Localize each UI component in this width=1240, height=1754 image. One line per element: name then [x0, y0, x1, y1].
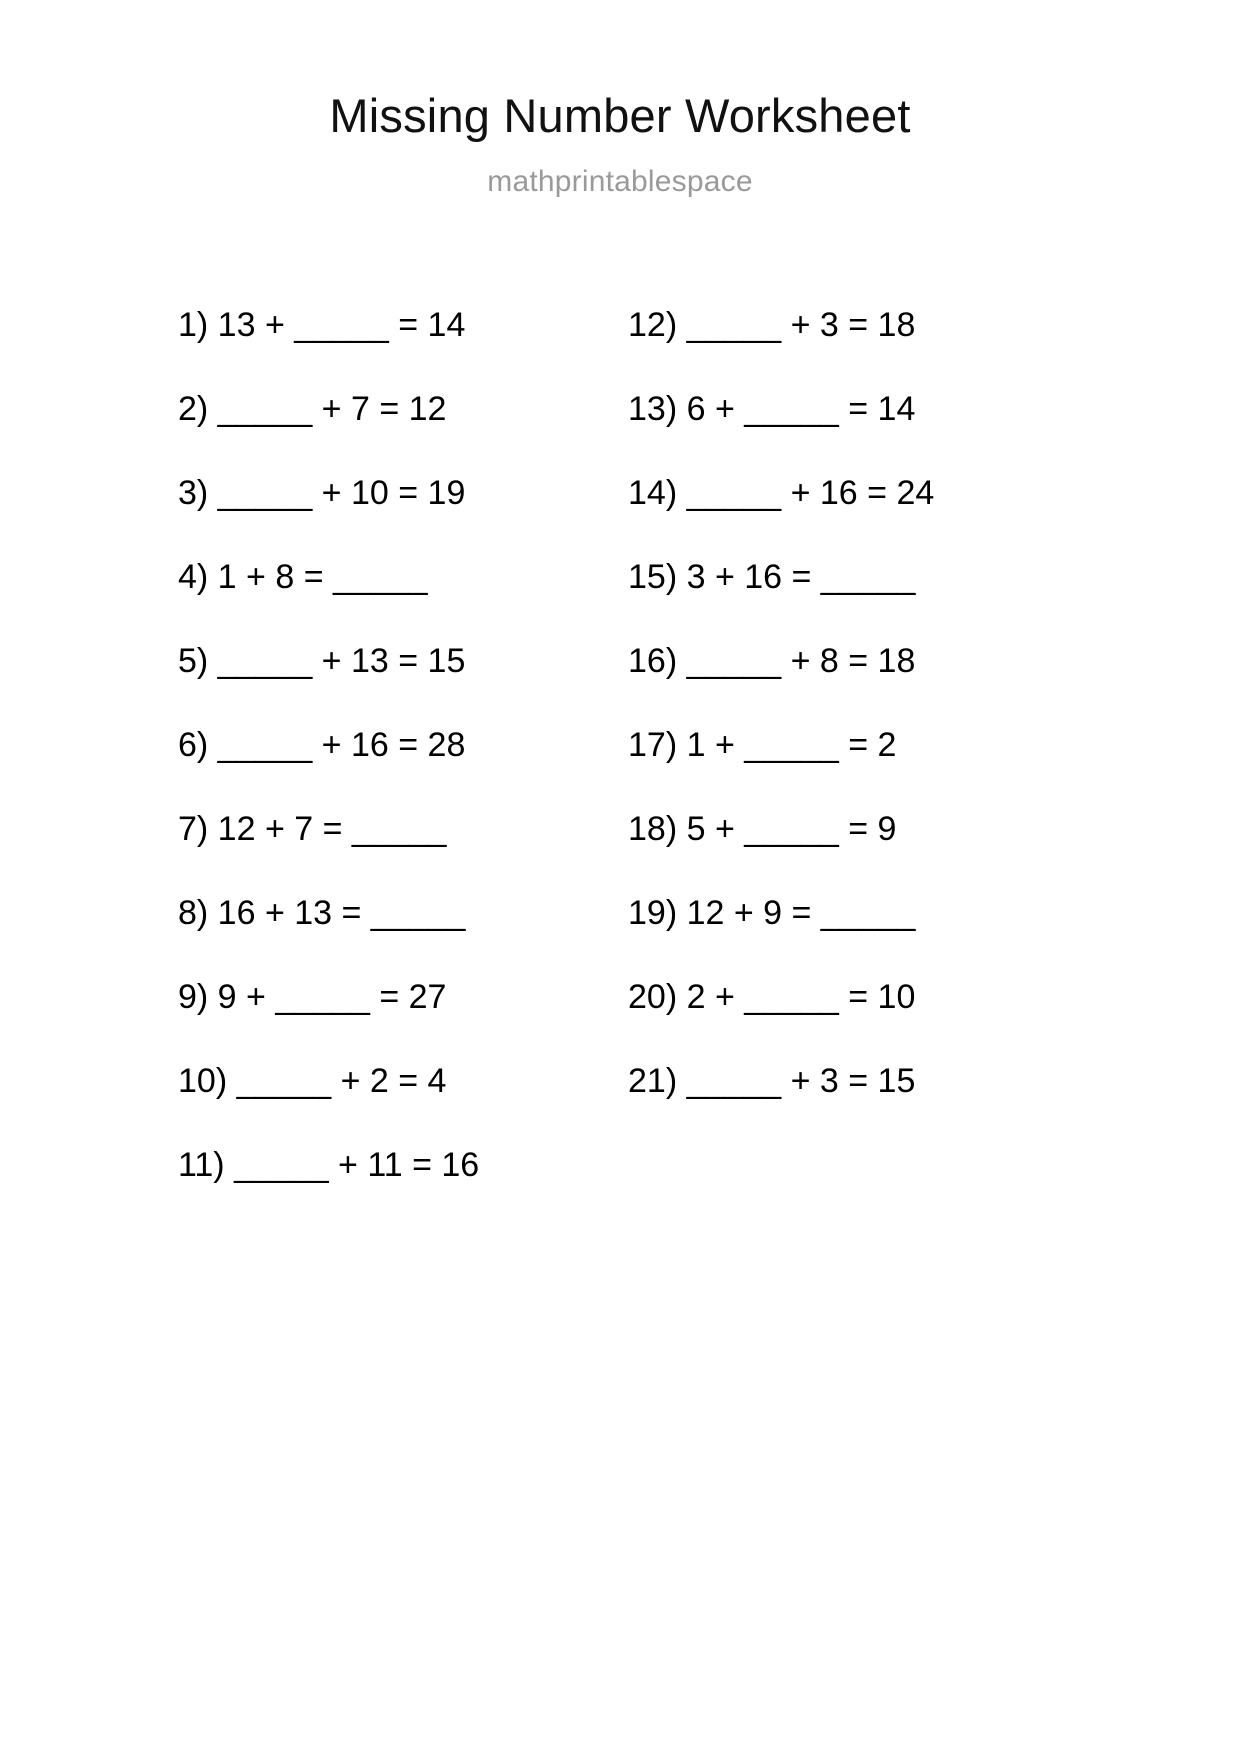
page-subtitle: mathprintablespace: [487, 165, 753, 198]
problem-item: 5) _____ + 13 = 15: [178, 642, 466, 680]
problems-container: [0, 283, 1240, 1207]
page-title: Missing Number Worksheet: [329, 89, 911, 142]
problem-item: 3) _____ + 10 = 19: [178, 474, 466, 512]
problem-item: 7) 12 + 7 = _____: [178, 810, 447, 848]
problem-item: 21) _____ + 3 = 15: [628, 1062, 916, 1100]
problem-item: 20) 2 + _____ = 10: [628, 978, 916, 1016]
problem-item: 17) 1 + _____ = 2: [628, 726, 897, 764]
problem-item: 16) _____ + 8 = 18: [628, 642, 916, 680]
problem-item: 2) _____ + 7 = 12: [178, 390, 447, 428]
problem-item: 1) 13 + _____ = 14: [178, 306, 466, 344]
problem-item: 11) _____ + 11 = 16: [178, 1146, 480, 1184]
problem-item: 8) 16 + 13 = _____: [178, 894, 466, 932]
problem-item: 18) 5 + _____ = 9: [628, 810, 897, 848]
problem-item: 9) 9 + _____ = 27: [178, 978, 447, 1016]
page-bottom-margin: [0, 1207, 1240, 1507]
problems-left-column: [178, 283, 628, 1207]
problems-right-column: [628, 283, 1078, 1207]
problem-item: 19) 12 + 9 = _____: [628, 894, 916, 932]
problem-item: 4) 1 + 8 = _____: [178, 558, 428, 596]
problem-item: 10) _____ + 2 = 4: [178, 1062, 447, 1100]
problem-item: 13) 6 + _____ = 14: [628, 390, 916, 428]
problem-item: 6) _____ + 16 = 28: [178, 726, 466, 764]
problem-item: 14) _____ + 16 = 24: [628, 474, 935, 512]
problem-item: 15) 3 + 16 = _____: [628, 558, 916, 596]
problem-item: 12) _____ + 3 = 18: [628, 306, 916, 344]
